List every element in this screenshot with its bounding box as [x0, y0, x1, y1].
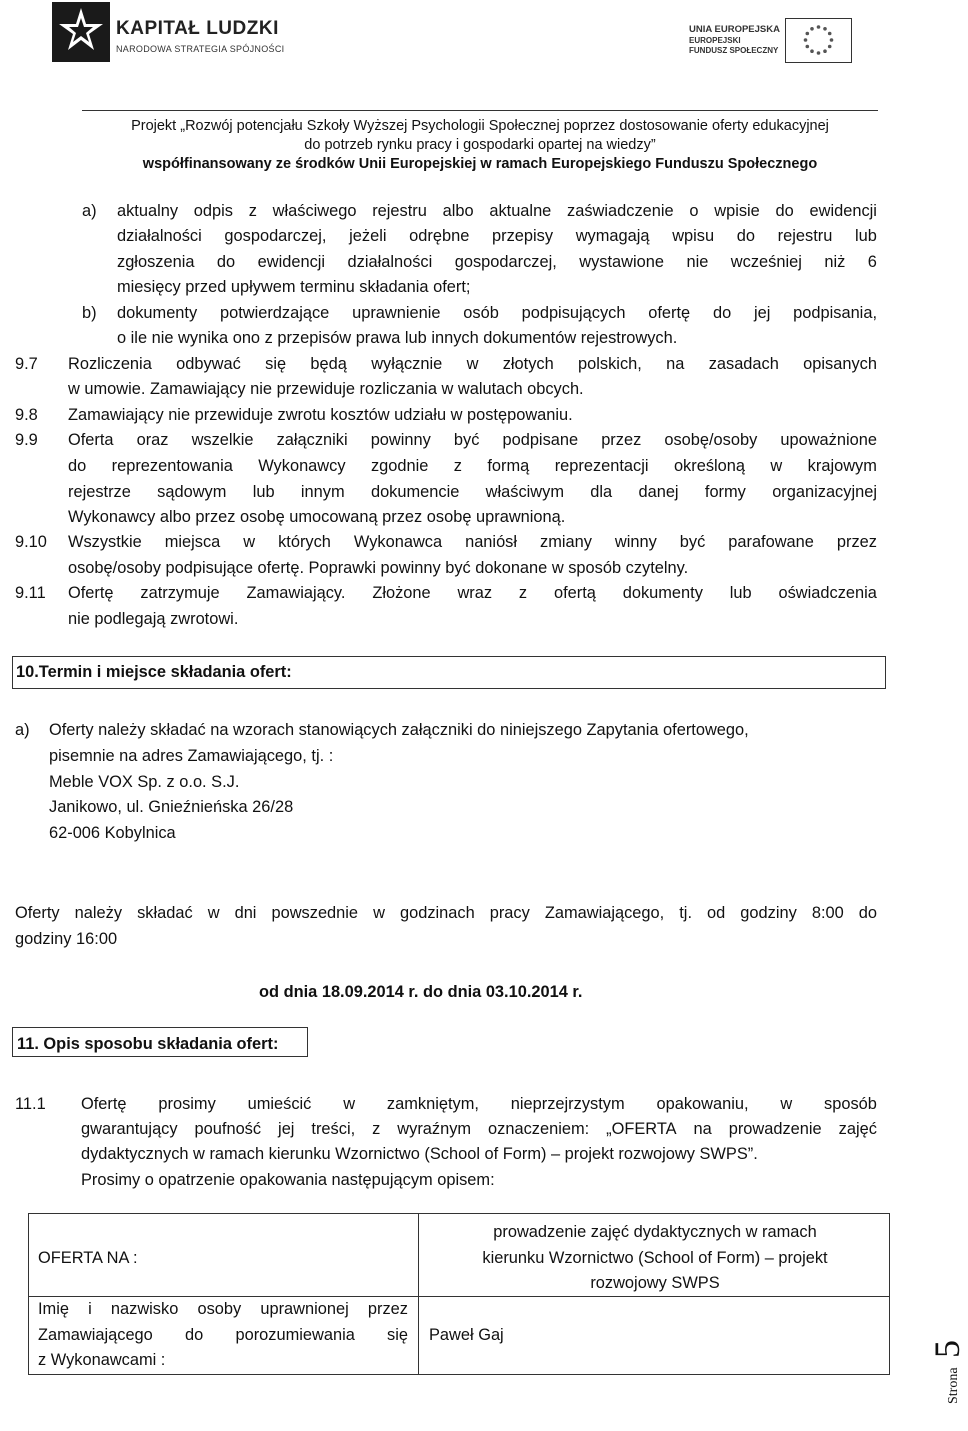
item-9-11-line-2: nie podlegają zwrotowi.	[68, 610, 239, 628]
item-9-9-line-1	[68, 428, 877, 454]
word: Wszystkie	[68, 533, 142, 551]
section-11-heading: 11. Opis sposobu składania ofert:	[17, 1035, 279, 1053]
table-row2-value: Paweł Gaj	[429, 1326, 504, 1344]
word: niż	[824, 253, 846, 271]
word: porozumiewania	[235, 1326, 355, 1344]
word: sposób	[824, 1095, 877, 1113]
word: przez	[836, 533, 877, 551]
item-9-11-marker: 9.11	[15, 584, 46, 602]
word: się	[265, 355, 287, 373]
word: Złożone	[372, 584, 431, 602]
word: rejestru	[777, 227, 833, 245]
word: odrębne	[409, 227, 470, 245]
word: ewidencji	[809, 202, 877, 220]
eu-logo-line1: UNIA EUROPEJSKA	[689, 24, 780, 35]
item-a-line-4: miesięcy przed upływem terminu składania ofert;	[117, 278, 471, 296]
word: zgodnie	[370, 457, 429, 475]
item-9-9-line-4: Wykonawcy albo przez osobę umocowaną przez osobę uprawnioną.	[68, 508, 566, 526]
section-10-date-range: od dnia 18.09.2014 r. do dnia 03.10.2014 r.	[259, 983, 583, 1001]
word: określoną	[673, 457, 746, 475]
word: dokumencie	[370, 483, 460, 501]
item-9-10-line-1	[68, 530, 877, 556]
project-line-2: do potrzeb rynku pracy i gospodarki opartej na wiedzy”	[304, 137, 656, 153]
word: dla	[590, 483, 613, 501]
table-row2-label-line-3: z Wykonawcami :	[38, 1351, 166, 1369]
section-10-address-city: 62-006 Kobylnica	[49, 824, 176, 842]
word: podpisujących	[521, 304, 626, 322]
item-9-9-line-3	[68, 480, 877, 506]
word: jej	[753, 304, 771, 322]
word: do	[775, 202, 794, 220]
section-10-a-line-2: pisemnie na adres Zamawiającego, tj. :	[49, 747, 334, 765]
word: przepisy	[492, 227, 554, 245]
word: Wykonawcy	[258, 457, 346, 475]
item-9-9-marker: 9.9	[15, 431, 38, 449]
word: oświadczenia	[778, 584, 877, 602]
table-row2-label-line-1	[38, 1297, 408, 1323]
word: godziny	[740, 904, 797, 922]
word: Imię	[38, 1300, 69, 1318]
word: dokumenty	[117, 304, 198, 322]
word: właściwego	[272, 202, 357, 220]
word: złotych	[502, 355, 554, 373]
word: zaświadczenie	[567, 202, 674, 220]
eu-logo-line2: EUROPEJSKI	[689, 36, 741, 45]
word: upoważnione	[780, 431, 877, 449]
word: ofertę	[648, 304, 691, 322]
word: wraz	[457, 584, 493, 602]
item-9-11-line-1	[68, 581, 877, 607]
word: osobę/osoby	[664, 431, 758, 449]
word: nazwisko	[110, 1300, 179, 1318]
word: z	[518, 584, 528, 602]
word: osób	[463, 304, 499, 322]
word: aktualny	[117, 202, 179, 220]
word: osoby	[197, 1300, 242, 1318]
word: innym	[300, 483, 345, 501]
word: odbywać	[176, 355, 241, 373]
item-9-8-line-1: Zamawiający nie przewiduje zwrotu kosztów udziału w postępowaniu.	[68, 406, 573, 424]
word: godzinach	[399, 904, 475, 922]
word: 6	[867, 253, 877, 271]
section-10-a-marker: a)	[15, 721, 30, 739]
section-10-hours-line-1	[15, 901, 877, 927]
table-row2-label-line-2	[38, 1323, 408, 1349]
item-9-7-line-2: w umowie. Zamawiający nie przewiduje rozliczania w walutach obcych.	[68, 380, 584, 398]
item-a-line-3	[117, 250, 877, 276]
word: w	[207, 904, 220, 922]
table-row1-value-line-2: kierunku Wzornictwo (School of Form) – projekt	[482, 1249, 828, 1267]
word: z	[372, 1120, 381, 1138]
word: do	[185, 1326, 204, 1344]
word: zmiany	[540, 533, 592, 551]
project-line-1: Projekt „Rozwój potencjału Szkoły Wyższej Psychologii Społecznej poprzez dostosowanie oferty edukacyjnej	[131, 118, 829, 134]
word: z	[453, 457, 462, 475]
item-9-8-marker: 9.8	[15, 406, 38, 424]
word: Ofertę	[68, 584, 114, 602]
word: 8:00	[811, 904, 844, 922]
word: przez	[367, 1300, 408, 1318]
word: zasadach	[708, 355, 779, 373]
word: rejestrze	[68, 483, 131, 501]
word: zamkniętym,	[386, 1095, 479, 1113]
word: na	[666, 355, 685, 373]
word: oznaczeniem:	[488, 1120, 590, 1138]
word: w	[770, 457, 783, 475]
word: gospodarczej,	[454, 253, 557, 271]
word: lub	[252, 483, 275, 501]
table-row1-label: OFERTA NA :	[38, 1249, 138, 1267]
word: być	[453, 431, 480, 449]
word: nie	[686, 253, 709, 271]
word: powinny	[370, 431, 431, 449]
word: wpisie	[714, 202, 760, 220]
kapital-ludzki-title: KAPITAŁ LUDZKI	[116, 18, 279, 39]
word: do	[68, 457, 87, 475]
word: na	[693, 1120, 712, 1138]
word: podpisane	[502, 431, 579, 449]
word: należy	[74, 904, 123, 922]
page-number: 5	[927, 1340, 967, 1358]
word: naniósł	[465, 533, 518, 551]
word: formy	[704, 483, 746, 501]
word: lub	[855, 227, 877, 245]
word: wyraźnym	[397, 1120, 472, 1138]
word: „OFERTA	[606, 1120, 677, 1138]
word: wystawione	[579, 253, 664, 271]
kapital-ludzki-logo-icon	[52, 2, 110, 62]
word: krajowym	[807, 457, 877, 475]
word: działalności	[347, 253, 433, 271]
item-a-marker: a)	[82, 202, 97, 220]
word: gwarantujący	[81, 1120, 178, 1138]
section-11-1-line-4: Prosimy o opatrzenie opakowania następującym opisem:	[81, 1171, 495, 1189]
word: o	[689, 202, 699, 220]
word: opakowaniu,	[656, 1095, 749, 1113]
word: polskich,	[578, 355, 642, 373]
word: Oferty	[15, 904, 60, 922]
eu-logo-line3: FUNDUSZ SPOŁECZNY	[689, 46, 779, 55]
word: do	[736, 227, 755, 245]
label-table-column-divider	[418, 1213, 419, 1375]
table-row1-value-line-3: rozwojowy SWPS	[590, 1274, 720, 1292]
word: dni	[234, 904, 257, 922]
word: pracy	[489, 904, 530, 922]
section-11-1-marker: 11.1	[15, 1095, 46, 1113]
item-9-10-line-2: osobę/osoby podpisujące ofertę. Poprawki powinny być dokonane w sposób czytelny.	[68, 559, 689, 577]
word: parafowane	[728, 533, 814, 551]
word: wpisu	[672, 227, 715, 245]
word: prowadzenie	[728, 1120, 822, 1138]
word: potwierdzające	[219, 304, 330, 322]
section-10-address-company: Meble VOX Sp. z o.o. S.J.	[49, 773, 240, 791]
item-9-10-marker: 9.10	[15, 533, 47, 551]
word: właściwym	[485, 483, 564, 501]
word: w	[343, 1095, 356, 1113]
word: składać	[137, 904, 193, 922]
word: ewidencji	[257, 253, 326, 271]
word: zgłoszenia	[117, 253, 195, 271]
word: których	[278, 533, 331, 551]
word: przez	[601, 431, 642, 449]
word: winny	[614, 533, 657, 551]
word: działalności	[117, 227, 202, 245]
word: wymagają	[575, 227, 650, 245]
word: z	[248, 202, 257, 220]
word: podpisania,	[793, 304, 877, 322]
item-a-line-2	[117, 224, 877, 250]
item-9-7-marker: 9.7	[15, 355, 38, 373]
word: w	[780, 1095, 793, 1113]
section-11-1-line-3: dydaktycznych w ramach kierunku Wzornictwo (School of Form) – projekt rozwojowy SWPS”.	[81, 1145, 758, 1163]
word: powszednie	[271, 904, 359, 922]
word: jeżeli	[349, 227, 387, 245]
section-10-a-line-1: Oferty należy składać na wzorach stanowiących załączniki do niniejszego Zapytania ofertowego,	[49, 721, 749, 739]
word: reprezentowania	[111, 457, 233, 475]
eu-flag-icon	[785, 18, 852, 63]
word: nieprzejrzystym	[510, 1095, 625, 1113]
word: w	[243, 533, 256, 551]
word: ofertą	[553, 584, 596, 602]
word: dokumenty	[622, 584, 703, 602]
word: rejestru	[372, 202, 427, 220]
word: aktualne	[489, 202, 552, 220]
section-10-hours-line-2: godziny 16:00	[15, 930, 118, 948]
section-11-1-line-1	[81, 1092, 877, 1118]
word: Wykonawca	[353, 533, 443, 551]
word: Zamawiającego	[38, 1326, 153, 1344]
word: do	[712, 304, 732, 322]
word: danej	[638, 483, 679, 501]
word: uprawnienie	[352, 304, 441, 322]
word: do	[216, 253, 236, 271]
word: Zamawiający.	[246, 584, 346, 602]
word: reprezentacji	[554, 457, 649, 475]
word: miejsca	[164, 533, 221, 551]
word: być	[679, 533, 706, 551]
word: od	[707, 904, 726, 922]
section-11-1-line-2	[81, 1117, 877, 1143]
word: formą	[487, 457, 530, 475]
item-b-line-2: o ile nie wynika ono z przepisów prawa lub innych dokumentów rejestrowych.	[117, 329, 678, 347]
word: poufność	[194, 1120, 262, 1138]
kapital-ludzki-subtitle: NARODOWA STRATEGIA SPÓJNOŚCI	[116, 44, 285, 54]
item-b-line-1	[117, 301, 877, 327]
word: w	[373, 904, 385, 922]
item-9-7-line-1	[68, 352, 877, 378]
word: umieścić	[247, 1095, 312, 1113]
word: oraz	[136, 431, 169, 449]
word: załączniki	[276, 431, 348, 449]
word: gospodarczej,	[224, 227, 327, 245]
word: organizacyjnej	[772, 483, 877, 501]
word: Zamawiającego,	[544, 904, 665, 922]
word: Ofertę	[81, 1095, 127, 1113]
word: tj.	[679, 904, 692, 922]
word: będą	[310, 355, 347, 373]
word: odpis	[193, 202, 233, 220]
word: jej	[278, 1120, 295, 1138]
section-10-heading: 10.Termin i miejsce składania ofert:	[16, 663, 292, 681]
word: lub	[729, 584, 752, 602]
project-line-3: współfinansowany ze środków Unii Europejskiej w ramach Europejskiego Funduszu Społecznego	[142, 156, 818, 172]
word: wyłącznie	[371, 355, 443, 373]
word: Oferta	[68, 431, 114, 449]
table-row1-value-line-1: prowadzenie zajęć dydaktycznych w ramach	[493, 1223, 817, 1241]
word: wcześniej	[730, 253, 802, 271]
page-label: Strona	[946, 1367, 961, 1404]
word: do	[858, 904, 877, 922]
header-divider	[82, 110, 878, 111]
word: albo	[442, 202, 474, 220]
section-10-address-street: Janikowo, ul. Gnieźnieńska 26/28	[49, 798, 294, 816]
item-a-line-1	[117, 199, 877, 225]
word: zatrzymuje	[140, 584, 220, 602]
word: uprawnionej	[260, 1300, 349, 1318]
item-9-9-line-2	[68, 454, 877, 480]
word: treści,	[311, 1120, 356, 1138]
word: sądowym	[157, 483, 227, 501]
word: prosimy	[158, 1095, 216, 1113]
word: wszelkie	[191, 431, 254, 449]
word: się	[387, 1326, 408, 1344]
word: w	[466, 355, 479, 373]
word: Rozliczenia	[68, 355, 152, 373]
word: zajęć	[838, 1120, 877, 1138]
word: opisanych	[803, 355, 877, 373]
word: i	[88, 1300, 92, 1318]
item-b-marker: b)	[82, 304, 97, 322]
